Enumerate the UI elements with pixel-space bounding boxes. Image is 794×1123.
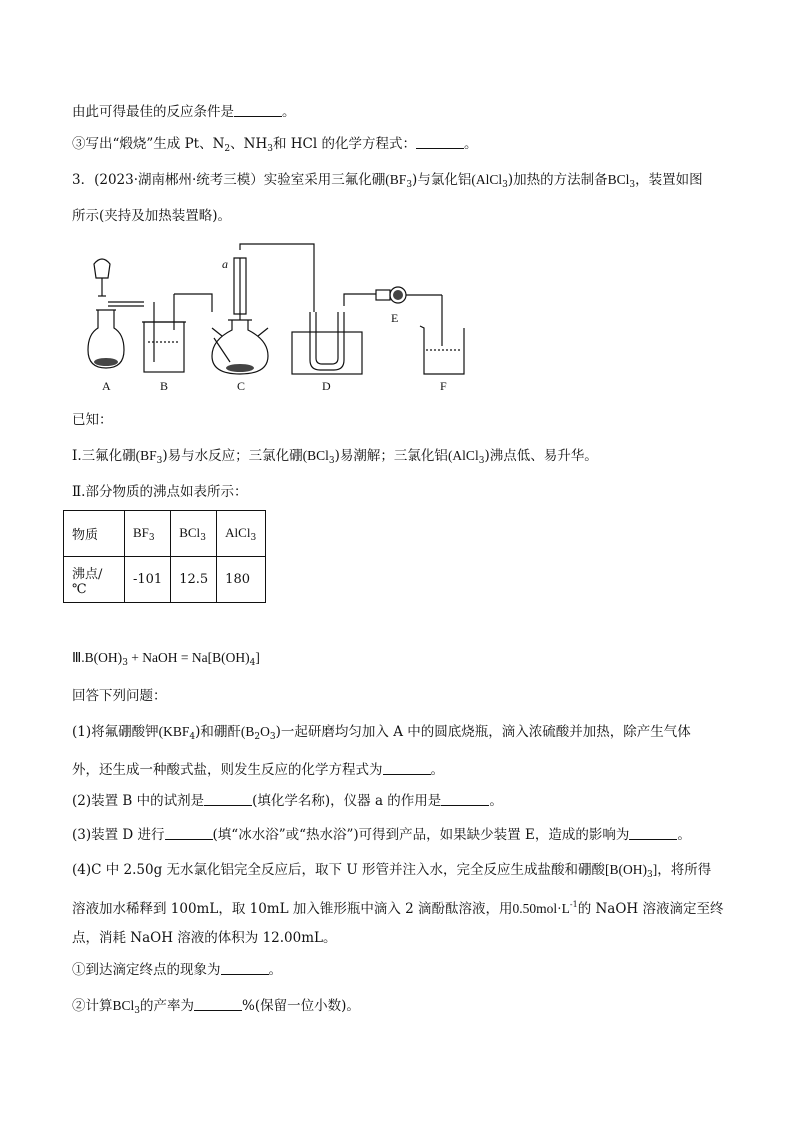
label-b: B [160,379,169,393]
text: 。 [489,793,503,809]
text: )沸点低、易升华。 [484,448,598,464]
formula: O [260,724,270,739]
text: 12.5 [179,572,209,587]
subscript: 2 [224,144,231,154]
text: ②计算 [72,998,113,1014]
answer-blank[interactable] [441,793,489,806]
answer-blank[interactable] [204,793,252,806]
part-3 [72,825,691,845]
subscript: 3 [328,456,335,466]
text: ，装置如图 [635,172,703,188]
text: 。 [464,136,478,152]
label-f: F [440,379,447,393]
text: ) [275,724,281,740]
formula: (KBF [158,724,190,739]
known-iii [72,648,260,673]
text: 。 [268,962,282,978]
label-e: E [391,311,399,325]
known-ii [72,482,247,502]
subscript: 3 [478,456,485,466]
subscript: 3 [267,144,273,154]
subscript: 3 [502,180,508,190]
subscript: 3 [134,1006,140,1016]
subscript: 3 [629,180,636,190]
subscript: 3 [200,532,206,543]
text: 的 NaOH 溶液滴定至终 [577,901,724,917]
text: (1)将氟硼酸钾 [72,724,159,740]
part-4-sub-1 [72,960,282,980]
text: 的产率为 [140,998,194,1014]
text: 物质 [72,528,99,543]
boiling-point-table [63,510,266,603]
subscript: 3 [122,658,128,668]
text: (4)C 中 2.50g 无水氯化铝完全反应后，取下 U 形管并注入水，完全反应生成盐酸和硼酸 [72,862,605,878]
text: Ⅱ.部分物质的沸点如表所示： [72,484,248,500]
subscript: 2 [254,732,261,742]
known-i [72,446,598,471]
answer-blank[interactable] [165,827,213,840]
formula: BCl [607,172,630,187]
text: ) [412,172,418,188]
text: 点，消耗 NaOH 溶液的体积为 12.00mL。 [72,930,337,946]
answer-blank[interactable] [629,827,677,840]
formula: BCl [112,998,135,1013]
table-row [64,557,266,603]
table-row [64,511,266,557]
subscript: 3 [250,532,257,543]
part-2 [72,791,503,811]
text: 回答下列问题： [72,688,167,704]
text: )易与水反应；三氯化硼 [162,448,303,464]
text: ) [507,172,514,188]
text: 所示(夹持及加热装置略)。 [72,208,232,224]
table-cell [217,511,266,557]
text: 与氯化铝 [417,172,472,188]
part-4-line-3 [72,928,337,948]
text: [B(OH) [207,650,250,665]
text: (填“冰水浴”或“热水浴”)可得到产品，如果缺少装置 E，造成的影响为 [212,827,630,843]
text: 由此可得最佳的反应条件是 [72,104,234,120]
answer-prompt [72,686,167,706]
part-1-line-1 [72,722,691,747]
bath-d [292,332,362,374]
text: ③写出“煅烧”生成 Pt、N [72,136,225,152]
q3-intro-line-1 [72,170,703,195]
subscript: 3 [269,732,276,742]
text: ，将所得 [657,862,712,878]
formula: (AlCl [471,172,503,187]
table-cell [125,511,171,557]
text: 180 [225,572,250,587]
text: 、NH [230,136,268,152]
table-cell [64,511,125,557]
formula: (BCl [302,448,329,463]
text: BCl [179,524,201,540]
part-4-line-1 [72,860,711,885]
text: 。 [430,762,444,778]
subscript: 3 [406,180,413,190]
subscript: 4 [189,732,196,742]
text: 已知： [72,412,113,428]
text: 3．(2023·湖南郴州·统考三模）实验室采用三氟化硼 [72,172,386,188]
formula: (BF [385,172,407,187]
label-c: C [237,379,246,393]
text: ) [195,724,201,740]
table-cell [64,557,125,603]
text: ] [652,862,658,877]
subscript: 3 [148,532,155,543]
subscript: 3 [647,870,653,880]
text: (3)装置 D 进行 [72,827,165,843]
text: 加热的方法制备 [513,172,608,188]
label-a-upper: A [102,379,111,393]
table-cell [171,557,217,603]
drying-tube-e [376,290,390,300]
apparatus-diagram [82,236,482,398]
answer-blank[interactable] [221,962,269,975]
text: 和硼酐 [200,724,241,740]
formula: [B(OH) [605,862,647,877]
formula: (BF [135,448,157,463]
text: BF [133,524,149,540]
text: ①到达滴定终点的现象为 [72,962,221,978]
part-4-sub-2 [72,996,360,1021]
text: ] [255,650,260,665]
q2-line-2 [72,134,478,159]
subscript: 4 [249,658,256,668]
text: 。 [677,827,691,843]
bottle-b [144,322,184,372]
formula: (AlCl [447,448,479,463]
text: )易潮解；三氯化铝 [334,448,448,464]
label-a-lower: a [222,257,228,271]
formula: (B [240,724,255,739]
table-cell [217,557,266,603]
text: 溶液加水稀释到 100mL，取 10mL 加入锥形瓶中滴入 2 滴酚酞溶液，用 [72,901,513,917]
funnel-a [94,259,110,278]
known-title [72,410,113,430]
answer-blank[interactable] [194,998,242,1011]
text: Ⅰ.三氟化硼 [72,448,136,464]
part-1-line-2 [72,760,444,780]
text: (填化学名称)，仪器 a 的作用是 [252,793,442,809]
answer-blank[interactable] [234,104,282,117]
text: (2)装置 B 中的试剂是 [72,793,205,809]
text: 一起研磨均匀加入 A 中的圆底烧瓶，滴入浓硫酸并加热，除产生气体 [280,724,691,740]
u-tube-d [310,312,344,370]
text: AlCl [225,524,251,540]
q3-intro-line-2 [72,206,231,226]
text: 和 HCl 的化学方程式： [272,136,416,152]
label-d: D [322,379,331,393]
text: 沸点/℃ [72,566,103,597]
superscript: -1 [569,900,578,909]
table-cell [125,557,171,603]
text: 外，还生成一种酸式盐，则发生反应的化学方程式为 [72,762,383,778]
text: %(保留一位小数)。 [242,998,360,1014]
q2-line-1 [72,102,296,122]
text: -101 [133,572,163,587]
answer-blank[interactable] [383,762,431,775]
part-4-line-2 [72,895,724,919]
formula: 0.50mol·L [512,901,570,916]
text: Ⅲ.B(OH) [72,650,123,665]
text: + NaOH = Na [127,650,208,665]
text: 。 [282,104,296,120]
answer-blank[interactable] [416,136,464,149]
table-cell [171,511,217,557]
subscript: 3 [156,456,163,466]
